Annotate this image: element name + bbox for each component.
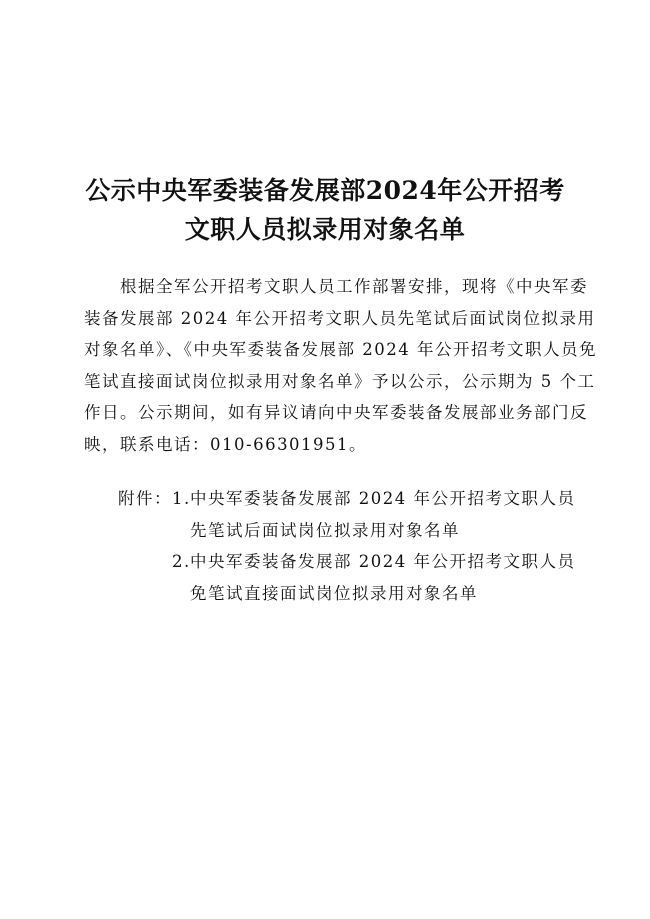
title-line-2: 文职人员拟录用对象名单 (184, 215, 466, 244)
body-line: 对象名单》、《中央军委装备发展部 2024 年公开招考文职人员免 (84, 340, 597, 359)
body-line: 笔试直接面试岗位拟录用对象名单》予以公示，公示期为 5 个工 (84, 371, 596, 391)
body-line: 作日。公示期间，如有异议请向中央军委装备发展部业务部门反 (84, 403, 588, 422)
attachments-list (118, 483, 575, 609)
title-line-1: 公示中央军委装备发展部2024年公开招考 (85, 176, 565, 205)
attachments-label: 附件： (118, 489, 172, 508)
body-line: 映，联系电话：010-66301951。 (84, 434, 368, 454)
attachment-title-line-2: 先笔试后面试岗位拟录用对象名单 (190, 520, 460, 540)
attachment-item-1 (118, 483, 575, 515)
attachment-item-2 (118, 546, 575, 578)
body-line: 根据全军公开招考文职人员工作部署安排，现将《中央军委 (120, 277, 588, 296)
attachment-number: 1. (172, 489, 191, 508)
attachment-number: 2. (172, 552, 191, 571)
body-line: 装备发展部 2024 年公开招考文职人员先笔试后面试岗位拟录用 (84, 308, 596, 328)
attachment-title-line-1: 中央军委装备发展部 2024 年公开招考文职人员 (190, 489, 576, 508)
attachment-title-line-1: 中央军委装备发展部 2024 年公开招考文职人员 (190, 552, 576, 571)
attachment-title-line-2: 免笔试直接面试岗位拟录用对象名单 (190, 583, 478, 603)
announcement-body (84, 271, 597, 460)
